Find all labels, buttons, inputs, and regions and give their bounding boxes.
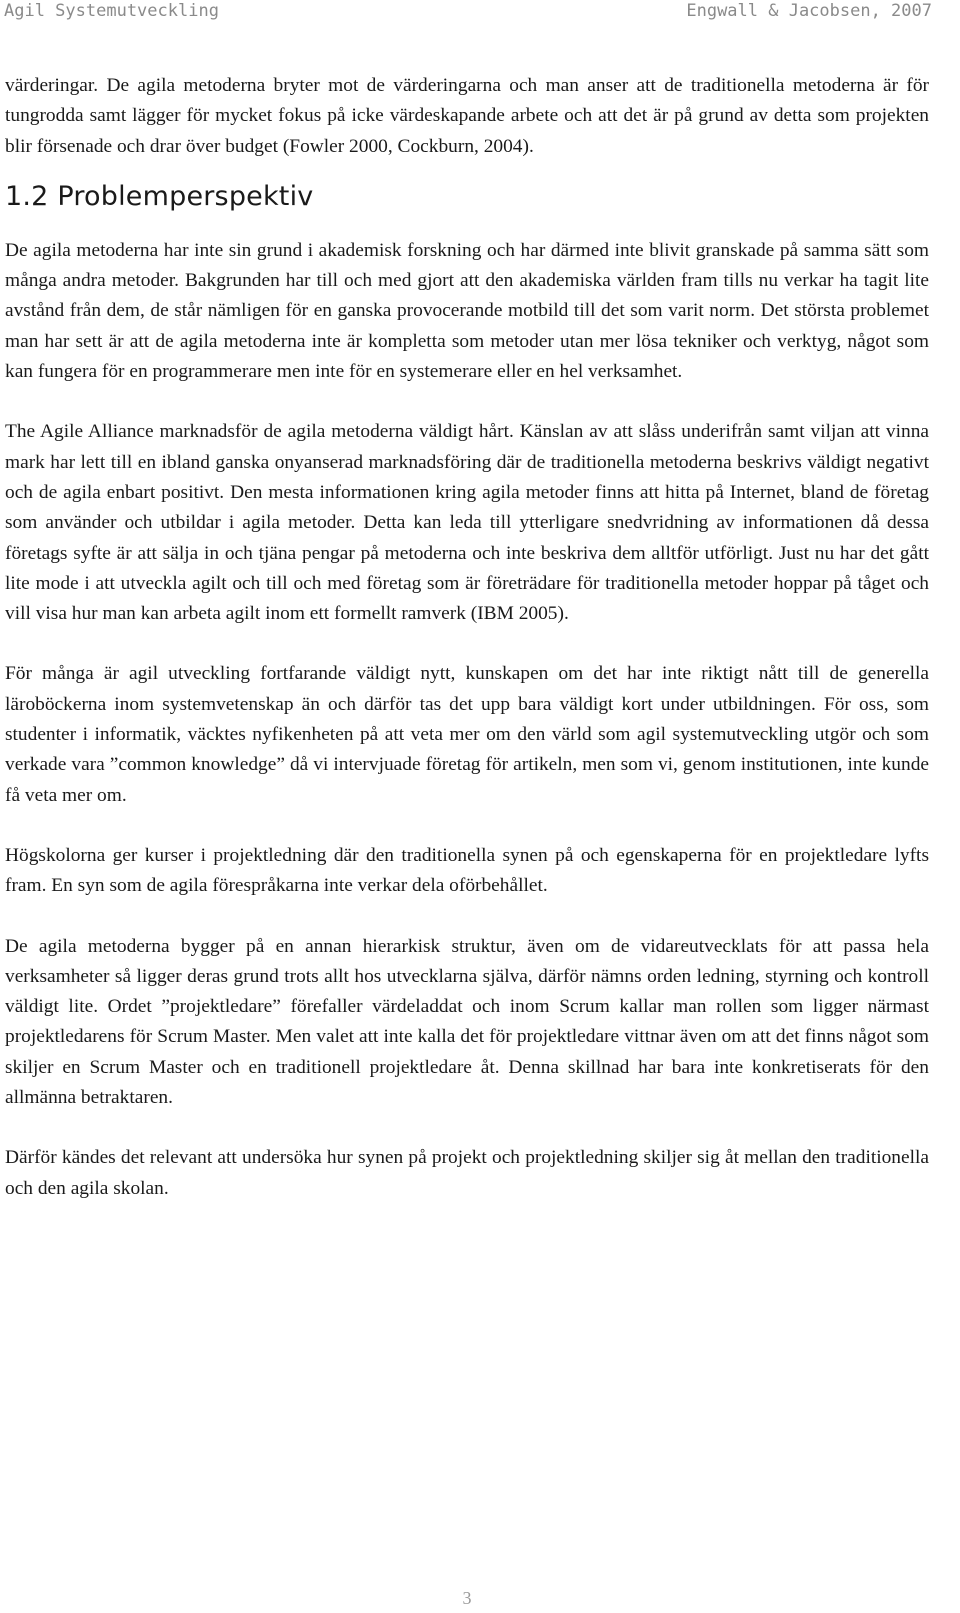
running-header <box>4 0 932 24</box>
header-authors: Engwall & Jacobsen, 2007 <box>686 1 932 21</box>
intro-paragraph: värderingar. De agila metoderna bryter mot de värderingarna och man anser att de traditionella metoderna är för tungrodda samt lägger för mycket fokus på icke värdeskapande arbete och att det är på grund av detta som projekten blir försenade och drar över budget (Fowler 2000, Cockburn, 2004). <box>5 75 929 157</box>
paragraph-6: Därför kändes det relevant att undersöka hur synen på projekt och projektledning skiljer sig åt mellan den traditionella och den agila skolan. <box>5 1147 929 1199</box>
header-title: Agil Systemutveckling <box>4 1 219 21</box>
page-body <box>5 71 929 1204</box>
paragraph-4: Högskolorna ger kurser i projektledning där den traditionella synen på och egenskaperna för en projektledare lyfts fram. En syn som de agila förespråkarna inte verkar dela oförbehållet. <box>5 844 929 897</box>
page-number: 3 <box>462 1588 472 1608</box>
paragraph-3: För många är agil utveckling fortfarande väldigt nytt, kunskapen om det har inte riktigt nått till de generella läroböckerna inom systemvetenskap än och därför tas det upp bara väldigt kort under utbildningen. För oss, som studenter i informatik, väcktes nyfikenheten på att veta mer om den värld som agil systemutveckling utgör och som verkade vara ”common knowledge” då vi intervjuade företag för artikeln, men som vi, genom institutionen, inte kunde få veta mer om. <box>5 663 929 806</box>
paragraph-2: The Agile Alliance marknadsför de agila metoderna väldigt hårt. Känslan av att slåss underifrån samt viljan att vinna mark har lett till en ibland ganska onyanserad marknadsföring där de traditionella metoderna beskrivs väldigt negativt och de agila enbart positivt. Den mesta informationen kring agila metoder finns att hitta på Internet, bland de företag som använder och utbildar i agila metoder. Detta kan leda till ytterligare snedvridning av informationen då dessa företags syfte är att sälja in och tjäna pengar på metoderna och inte beskriva dem alltför utförligt. Just nu har det gått lite mode i att utveckla agilt och till och med företag som är företrädare för traditionella metoder hoppar på tåget och vill visa hur man kan arbeta agilt inom ett formellt ramverk (IBM 2005). <box>5 421 929 625</box>
paragraph-5: De agila metoderna bygger på en annan hierarkisk struktur, även om de vidareutvecklats för att passa hela verksamheter så ligger deras grund trots allt hos utvecklarna själva, därför nämns orden ledning, styrning och kontroll väldigt lite. Ordet ”projektledare” förefaller värdeladdat och inom Scrum kallar man rollen som ligger närmast projektledarens för Scrum Master. Men valet att inte kalla det för projektledare vittnar även om att det finns något som skiljer en Scrum Master och en traditionell projektledare åt. Denna skillnad har bara inte konkretiserats för den allmänna betraktaren. <box>5 935 929 1109</box>
paragraph-1: De agila metoderna har inte sin grund i akademisk forskning och har därmed inte blivit granskade på samma sätt som många andra metoder. Bakgrunden har till och med gjort att den akademiska världen fram tills nu verkar ha tagit lite avstånd från dem, de står nämligen för en ganska provocerande motbild till det som varit norm. Det största problemet man har sett är att de agila metoderna inte är kompletta som metoder utan mer lösa tekniker och verktyg, något som kan fungera för en programmerare men inte för en systemerare eller en hel verksamhet. <box>5 239 929 383</box>
section-heading: 1.2 Problemperspektiv <box>5 180 314 212</box>
